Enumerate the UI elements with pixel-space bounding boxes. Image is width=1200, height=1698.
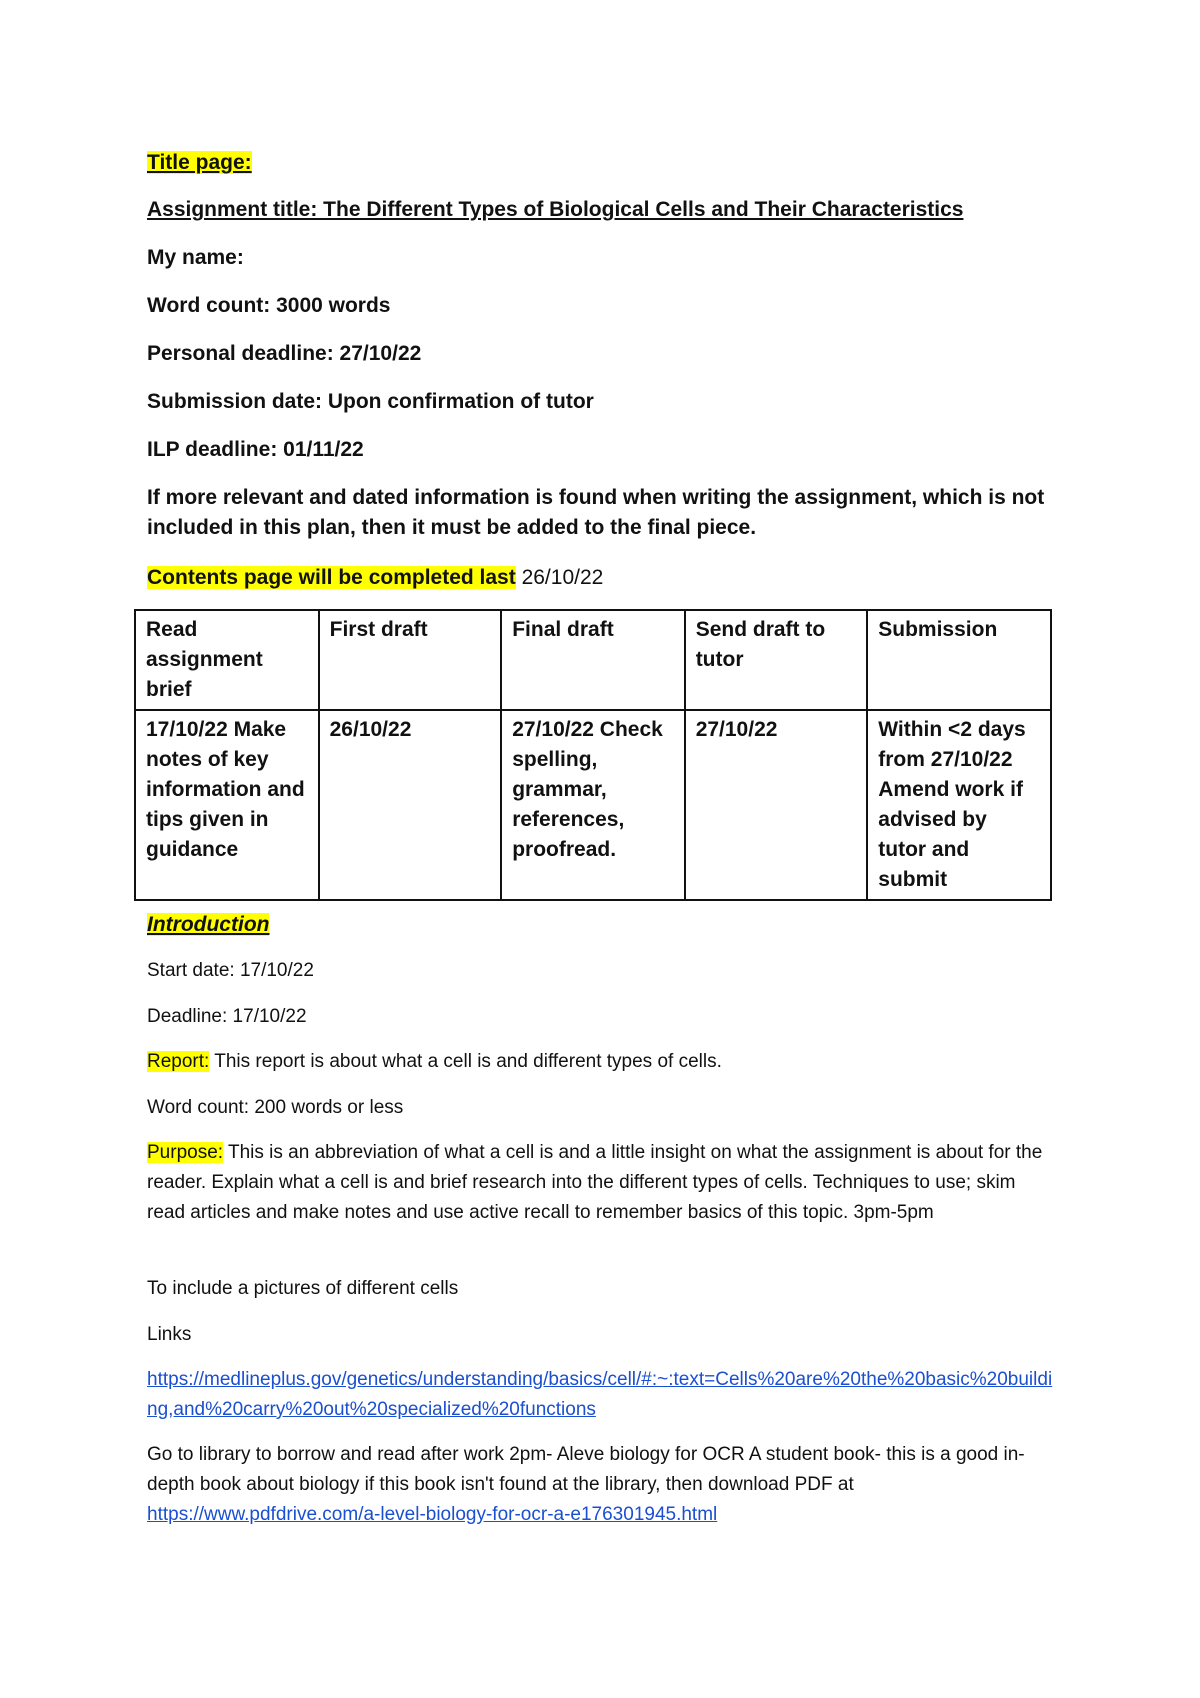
introduction-heading: Introduction <box>147 913 270 936</box>
intro-purpose <box>147 1138 1057 1228</box>
table-header-cell: Read assignment brief <box>135 610 319 710</box>
link-medlineplus-wrapper <box>147 1365 1057 1425</box>
intro-report <box>147 1047 722 1077</box>
intro-deadline: Deadline: 17/10/22 <box>147 1006 307 1027</box>
library-text: Go to library to borrow and read after work 2pm- Aleve biology for OCR A student book- this is a good in-depth book about biology if this book isn't found at the library, then download PDF at <box>147 1444 1025 1495</box>
assignment-title: Assignment title: The Different Types of Biological Cells and Their Characteristics <box>147 198 964 221</box>
table-cell: 27/10/22 <box>685 710 868 900</box>
links-label: Links <box>147 1324 192 1345</box>
link-pdfdrive[interactable]: https://www.pdfdrive.com/a-level-biology-for-ocr-a-e176301945.html <box>147 1504 718 1525</box>
contents-date: 26/10/22 <box>515 566 604 589</box>
intro-word-count: Word count: 200 words or less <box>147 1097 404 1118</box>
intro-start-date: Start date: 17/10/22 <box>147 960 314 981</box>
table-header-cell: Submission <box>867 610 1051 710</box>
submission-date: Submission date: Upon confirmation of tutor <box>147 390 594 413</box>
contents-highlight: Contents page will be completed last <box>147 566 516 589</box>
library-paragraph <box>147 1440 1057 1530</box>
title-page-heading: Title page: <box>147 151 252 174</box>
link-medlineplus[interactable]: https://medlineplus.gov/genetics/understanding/basics/cell/#:~:text=Cells%20are%20the%20basic%20building,and%20carry%20out%20specialized%20functions <box>147 1369 1053 1420</box>
plan-table <box>134 609 1052 901</box>
table-cell: 17/10/22 Make notes of key information and tips given in guidance <box>135 710 319 900</box>
table-cell: 26/10/22 <box>319 710 502 900</box>
report-label: Report: <box>147 1051 210 1072</box>
table-row <box>135 710 1051 900</box>
personal-deadline: Personal deadline: 27/10/22 <box>147 342 422 365</box>
plan-note: If more relevant and dated information is found when writing the assignment, which is not included in this plan, then it must be added to the final piece. <box>147 486 1045 539</box>
table-cell: 27/10/22 Check spelling, grammar, references, proofread. <box>501 710 684 900</box>
purpose-text: This is an abbreviation of what a cell is and a little insight on what the assignment is about for the reader. Explain what a cell is and brief research into the different types of cells. Techniques to use; skim read articles and make notes and use active recall to remember basics of this topic. 3pm-5pm <box>147 1142 1043 1223</box>
contents-line <box>147 563 603 593</box>
table-cell: Within <2 days from 27/10/22 Amend work if advised by tutor and submit <box>867 710 1051 900</box>
table-header-cell: Final draft <box>501 610 684 710</box>
purpose-label: Purpose: <box>147 1142 224 1163</box>
ilp-deadline: ILP deadline: 01/11/22 <box>147 438 364 461</box>
table-header-row <box>135 610 1051 710</box>
my-name: My name: <box>147 246 244 269</box>
table-header-cell: First draft <box>319 610 502 710</box>
table-header-cell: Send draft to tutor <box>685 610 868 710</box>
word-count: Word count: 3000 words <box>147 294 391 317</box>
intro-pictures: To include a pictures of different cells <box>147 1278 459 1299</box>
report-text: This report is about what a cell is and different types of cells. <box>209 1051 722 1072</box>
